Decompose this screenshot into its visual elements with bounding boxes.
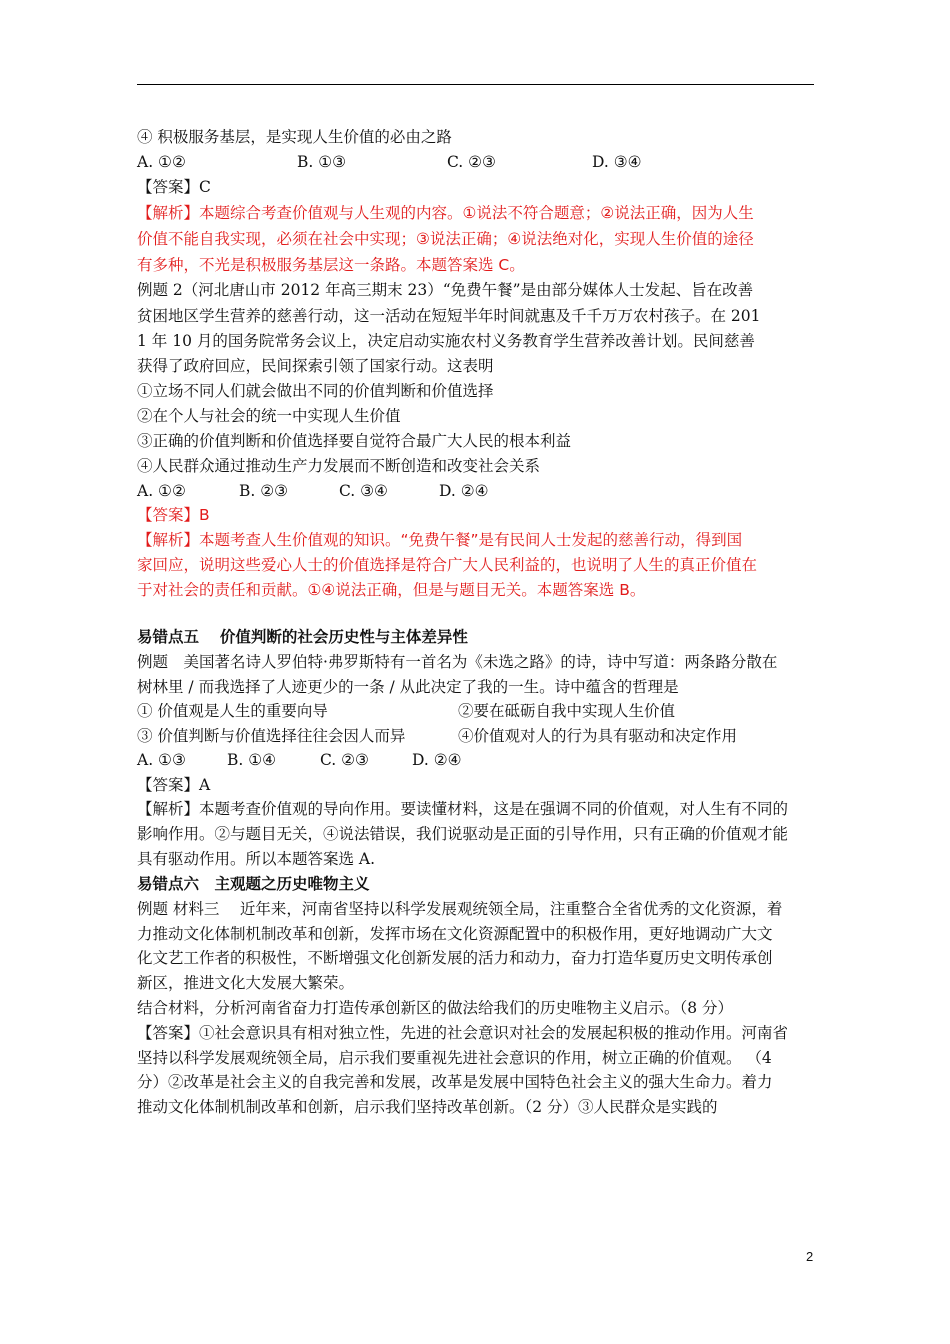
section-heading: 易错点五 价值判断的社会历史性与主体差异性 [137,627,468,646]
options-row [137,480,489,502]
statement-row [137,725,737,747]
analysis-line: 【解析】本题综合考查价值观与人生观的内容。①说法不符合题意；②说法正确，因为人生 [137,204,754,222]
option-c: C. ②③ [447,153,496,171]
answer: 【答案】A [137,776,211,794]
option-a: A. ①③ [137,751,186,769]
option-a: A. ①② [137,482,186,500]
option-d: D. ②④ [439,482,489,500]
question-line: 树林里 / 而我选择了人迹更少的一条 / 从此决定了我的一生。诗中蕴含的哲理是 [137,678,679,696]
question-line: 例题 美国著名诗人罗伯特·弗罗斯特有一首名为《未选之路》的诗，诗中写道：两条路分散在 [137,653,778,671]
answer-line: 【答案】①社会意识具有相对独立性，先进的社会意识对社会的发展起积极的推动作用。河南省 [137,1024,789,1042]
question-line: 力推动文化体制机制改革和创新，发挥市场在文化资源配置中的积极作用，更好地调动广大文 [137,925,773,943]
analysis-line: 有多种，不光是积极服务基层这一条路。本题答案选 C。 [137,256,525,274]
option-c: C. ③④ [339,482,388,500]
analysis-line: 于对社会的责任和贡献。①④说法正确，但是与题目无关。本题答案选 B。 [137,581,646,599]
question-line: 结合材料，分析河南省奋力打造传承创新区的做法给我们的历史唯物主义启示。（8 分） [137,999,734,1017]
option-d: D. ②④ [412,751,462,769]
option-b: B. ①④ [227,751,277,769]
option-b: B. ①③ [297,153,347,171]
analysis-line: 【解析】本题考查人生价值观的知识。“免费午餐”是有民间人士发起的慈善行动，得到国 [137,531,743,549]
section-heading: 易错点六 主观题之历史唯物主义 [137,874,370,893]
analysis-line: 家回应，说明这些爱心人士的价值选择是符合广大人民利益的，也说明了人生的真正价值在 [137,556,758,574]
answer: 【答案】C [137,178,211,196]
option-b: B. ②③ [239,482,289,500]
statement: ②要在砥砺自我中实现人生价值 [458,702,676,720]
question-line: 新区，推进文化大发展大繁荣。 [137,974,355,992]
page-number: 2 [806,1249,814,1264]
analysis-line: 【解析】本题考查价值观的导向作用。要读懂材料，这是在强调不同的价值观，对人生有不同的 [137,800,789,818]
statement: ③ 价值判断与价值选择往往会因人而异 [137,727,406,745]
answer-line: 推动文化体制机制改革和创新，启示我们坚持改革创新。（2 分）③人民群众是实践的 [137,1098,718,1116]
option-a: A. ①② [137,153,186,171]
question-line: 化文艺工作者的积极性，不断增强文化创新发展的活力和动力，奋力打造华夏历史文明传承创 [137,949,773,967]
answer-line: 坚持以科学发展观统领全局，启示我们要重视先进社会意识的作用，树立正确的价值观。 （4 [137,1049,772,1067]
analysis-line: 具有驱动作用。所以本题答案选 A. [137,850,376,868]
question-line: 贫困地区学生营养的慈善行动，这一活动在短短半年时间就惠及千千万万农村孩子。在 201 [137,307,761,325]
analysis-line: 影响作用。②与题目无关，④说法错误，我们说驱动是正面的引导作用，只有正确的价值观才能 [137,825,789,843]
statement: ④价值观对人的行为具有驱动和决定作用 [458,727,738,745]
header-rule [137,84,814,85]
statement-line: ②在个人与社会的统一中实现人生价值 [137,407,401,425]
question-line: 1 年 10 月的国务院常务会议上，决定启动实施农村义务教育学生营养改善计划。民间慈善 [137,332,755,350]
analysis-line: 价值不能自我实现，必须在社会中实现；③说法正确；④说法绝对化，实现人生价值的途径 [137,230,754,248]
answer: 【答案】B [137,506,210,524]
question-line: 例题 2（河北唐山市 2012 年高三期末 23）“免费午餐”是由部分媒体人士发起、旨在改善 [137,281,754,299]
statement: ① 价值观是人生的重要向导 [137,702,328,720]
options-row [137,151,642,173]
statement-row [137,700,675,722]
answer-line: 分）②改革是社会主义的自我完善和发展，改革是发展中国特色社会主义的强大生命力。着力 [137,1073,773,1091]
option-d: D. ③④ [592,153,642,171]
statement-line: ①立场不同人们就会做出不同的价值判断和价值选择 [137,382,494,400]
statement-line: ④人民群众通过推动生产力发展而不断创造和改变社会关系 [137,457,541,475]
options-row [137,749,462,771]
question-line: 例题 材料三 近年来，河南省坚持以科学发展观统领全局，注重整合全省优秀的文化资源，着 [137,900,783,918]
text-line: ④ 积极服务基层，是实现人生价值的必由之路 [137,128,452,146]
option-c: C. ②③ [320,751,369,769]
question-line: 获得了政府回应，民间探索引领了国家行动。这表明 [137,357,494,375]
statement-line: ③正确的价值判断和价值选择要自觉符合最广大人民的根本利益 [137,432,572,450]
